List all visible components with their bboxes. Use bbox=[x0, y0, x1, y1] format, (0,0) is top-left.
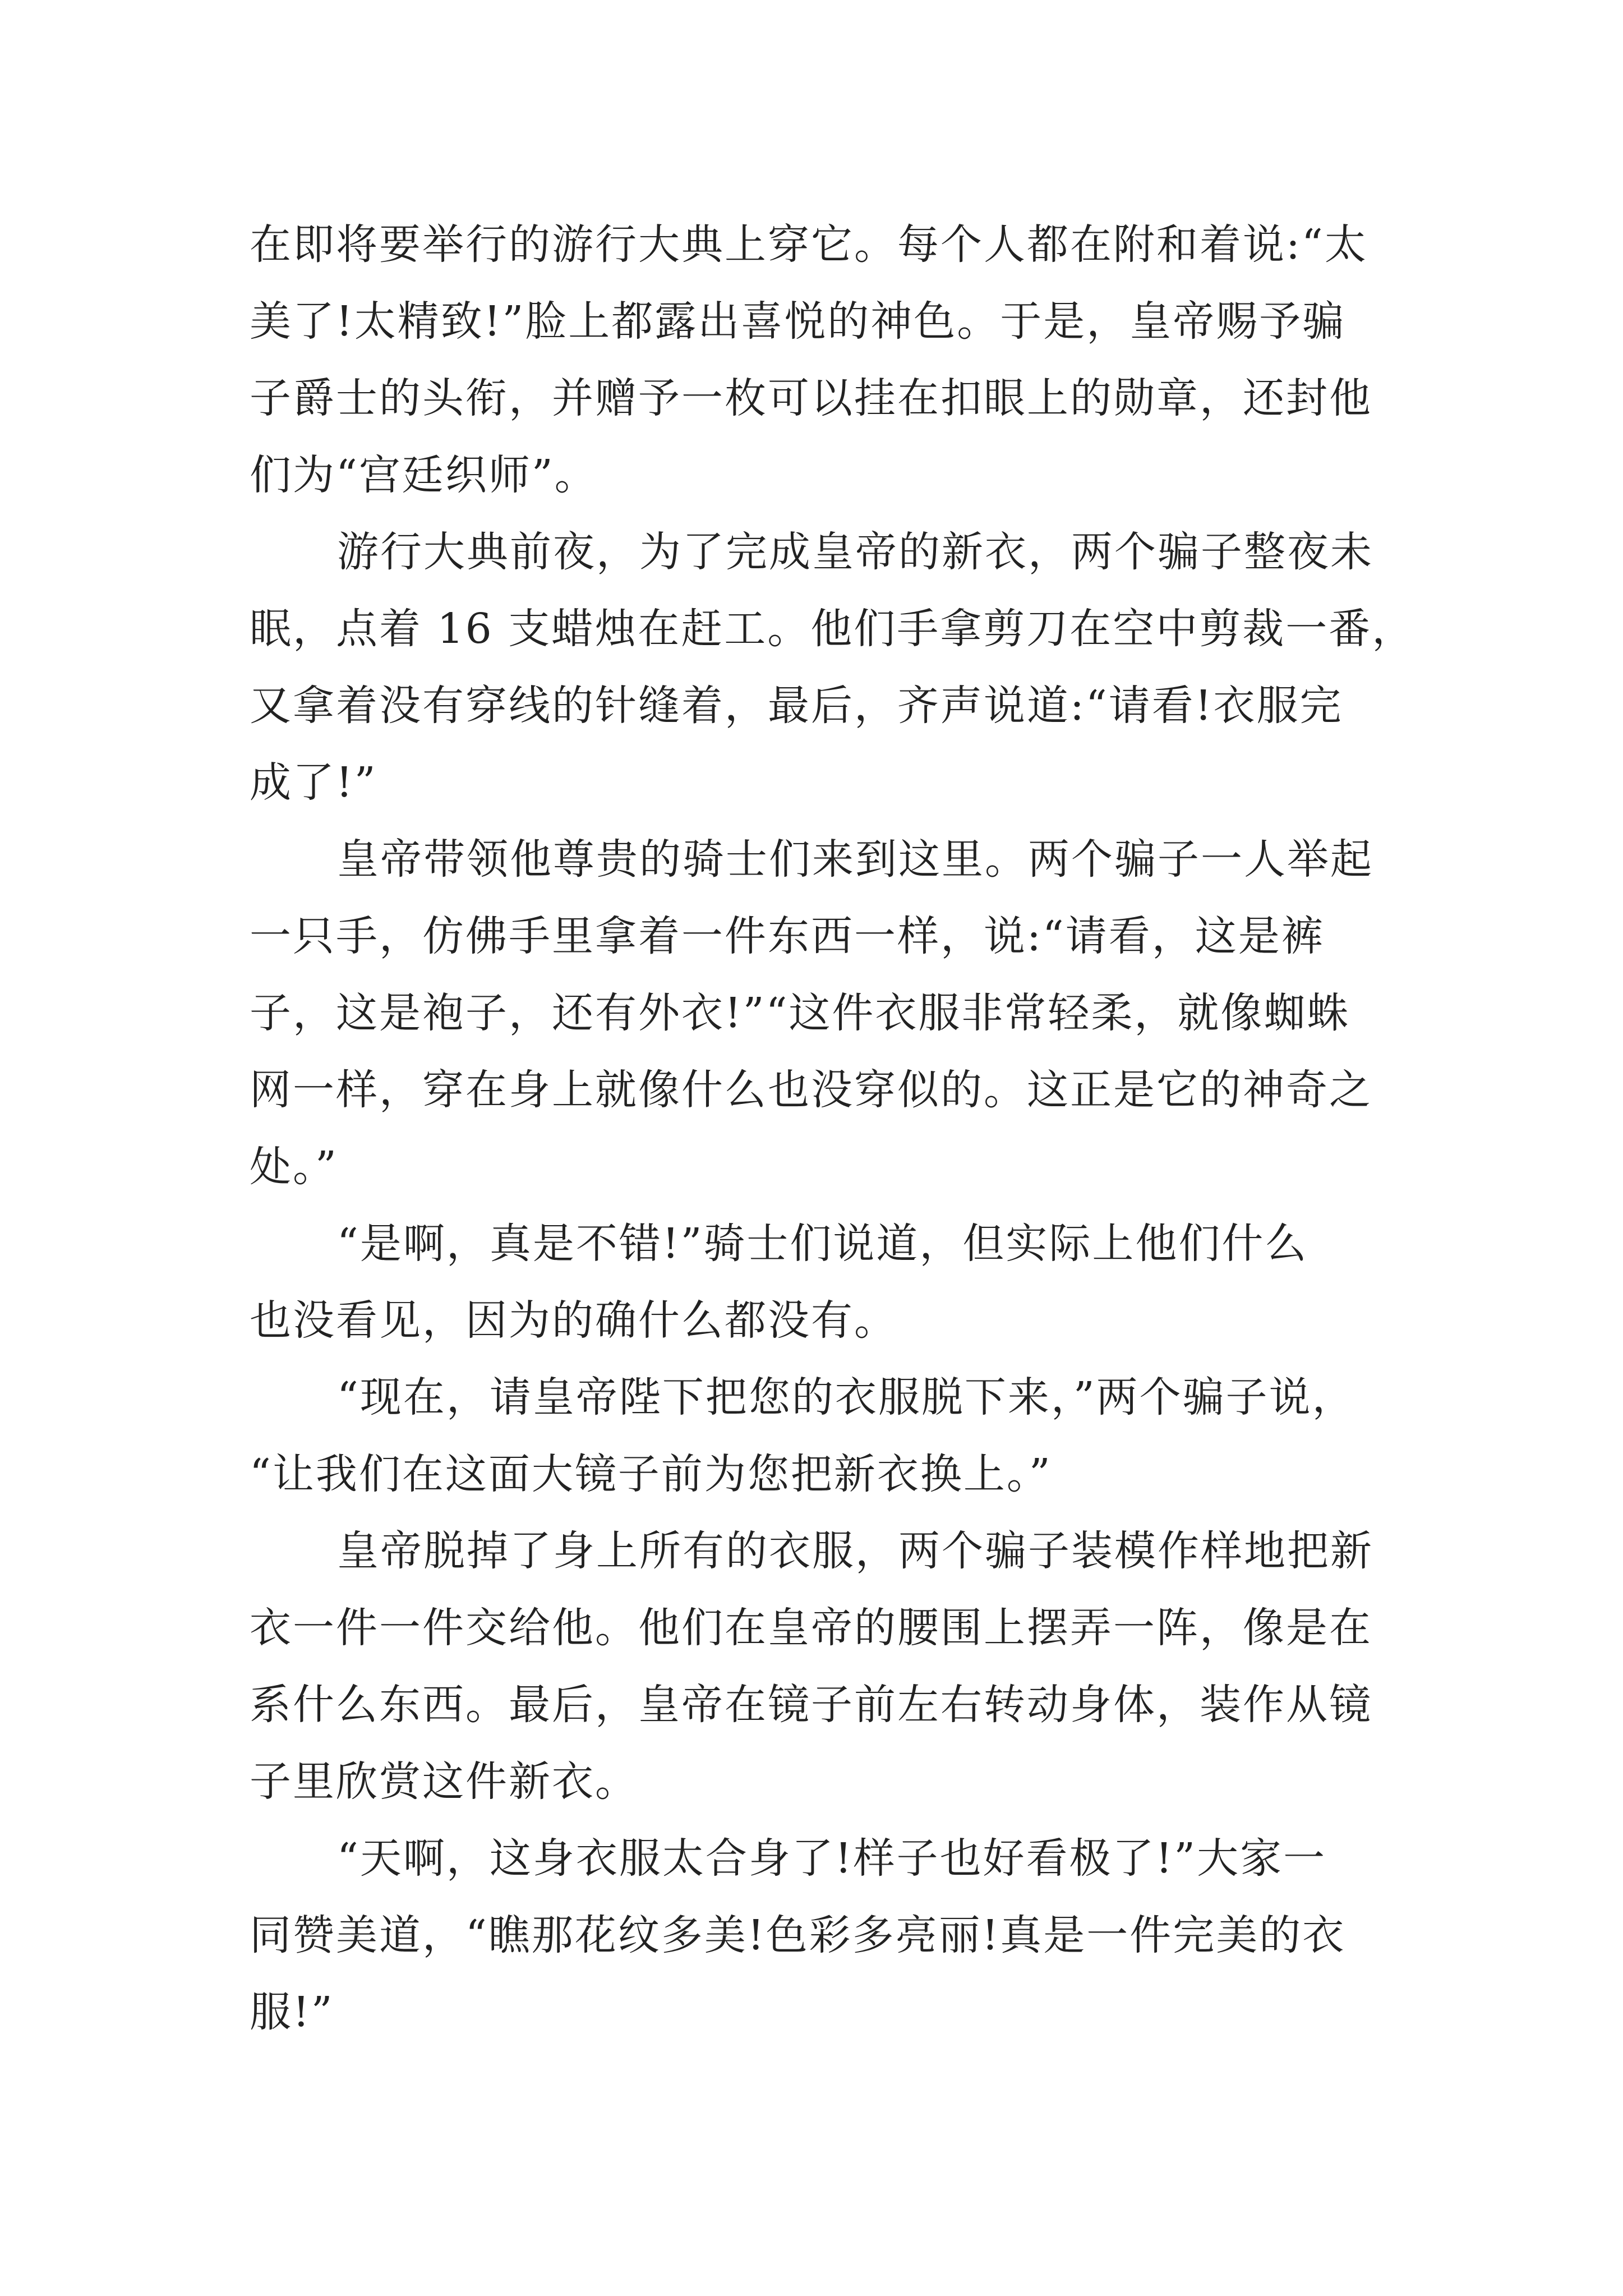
text-line: 美了!太精致!”脸上都露出喜悦的神色。于是，皇帝赐予骗 bbox=[250, 297, 1346, 346]
text-line: 处。” bbox=[250, 1143, 338, 1191]
story-text bbox=[250, 206, 1416, 2051]
text-line: 一只手，仿佛手里拿着一件东西一样，说:“请看，这是裤 bbox=[250, 912, 1325, 960]
paragraph-first-line: “是啊，真是不错!”骑士们说道，但实际上他们什么 bbox=[337, 1220, 1308, 1268]
paragraph-first-line: “天啊，这身衣服太合身了!样子也好看极了!”大家一 bbox=[337, 1834, 1327, 1883]
text-line: 网一样，穿在身上就像什么也没穿似的。这正是它的神奇之 bbox=[250, 1066, 1372, 1114]
text-line: 子爵士的头衔，并赠予一枚可以挂在扣眼上的勋章，还封他 bbox=[250, 374, 1372, 422]
text-line: 服!” bbox=[250, 1988, 334, 2036]
text-line: 眠，点着 16 支蜡烛在赶工。他们手拿剪刀在空中剪裁一番， bbox=[250, 605, 1415, 653]
text-line: 衣一件一件交给他。他们在皇帝的腰围上摆弄一阵，像是在 bbox=[250, 1604, 1372, 1652]
text-line: “让我们在这面大镜子前为您把新衣换上。” bbox=[250, 1450, 1052, 1498]
text-line: 在即将要举行的游行大典上穿它。每个人都在附和着说:“太 bbox=[250, 220, 1368, 269]
text-line: 子，这是袍子，还有外衣!”“这件衣服非常轻柔，就像蜘蛛 bbox=[250, 989, 1350, 1037]
text-line: 成了!” bbox=[250, 758, 377, 807]
text-line: 同赞美道，“瞧那花纹多美!色彩多亮丽!真是一件完美的衣 bbox=[250, 1911, 1346, 1959]
text-line: 又拿着没有穿线的针缝着，最后，齐声说道:“请看!衣服完 bbox=[250, 682, 1343, 730]
paragraph-first-line: 游行大典前夜，为了完成皇帝的新衣，两个骗子整夜未 bbox=[337, 528, 1373, 576]
text-line: 系什么东西。最后，皇帝在镜子前左右转动身体，装作从镜 bbox=[250, 1681, 1372, 1729]
text-line: 也没看见，因为的确什么都没有。 bbox=[250, 1296, 897, 1345]
text-line: 子里欣赏这件新衣。 bbox=[250, 1757, 638, 1806]
paragraph-first-line: 皇帝带领他尊贵的骑士们来到这里。两个骗子一人举起 bbox=[337, 835, 1373, 884]
paragraph-first-line: 皇帝脱掉了身上所有的衣服，两个骗子装模作样地把新 bbox=[337, 1527, 1373, 1575]
paragraph-first-line: “现在，请皇帝陛下把您的衣服脱下来，”两个骗子说， bbox=[337, 1373, 1355, 1421]
text-line: 们为“宫廷织师”。 bbox=[250, 451, 598, 499]
